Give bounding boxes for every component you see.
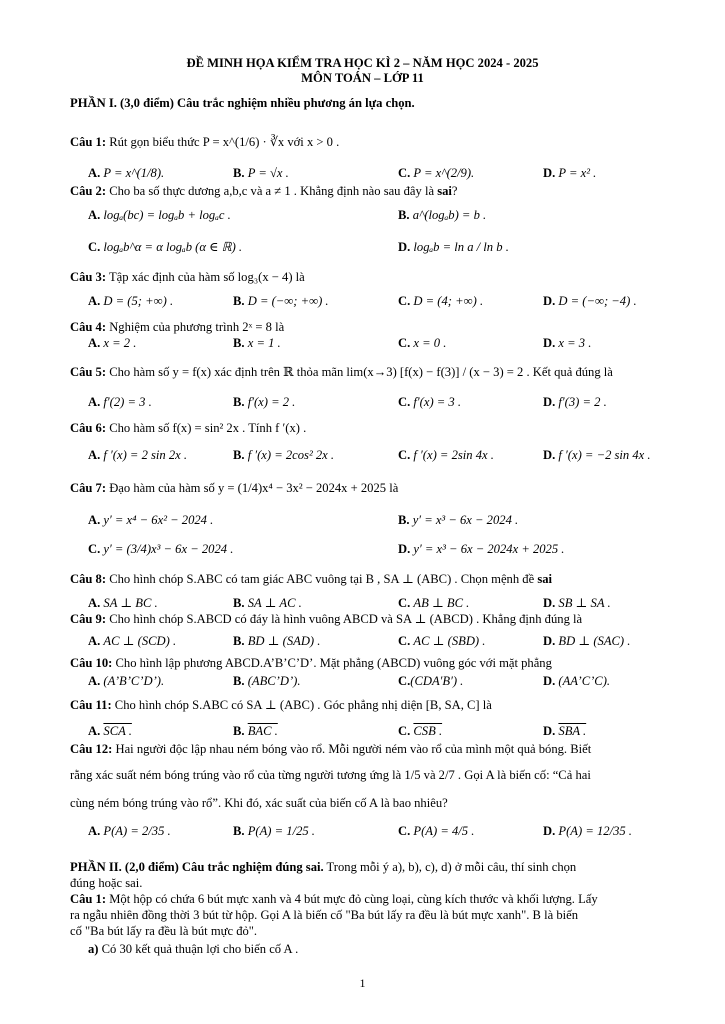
option-letter: C. bbox=[88, 542, 104, 556]
question-text: Cho hình chóp S.ABC có tam giác ABC vuông tại B , SA ⊥ (ABC) . Chọn mệnh đề bbox=[106, 572, 538, 586]
option-value: P(A) = 1/25 . bbox=[247, 824, 315, 838]
question-label: Câu 8: bbox=[70, 572, 107, 586]
option-letter: D. bbox=[543, 596, 559, 610]
option-letter: C. bbox=[398, 336, 414, 350]
part2-heading-line2: đúng hoặc sai. bbox=[70, 876, 143, 890]
q12-option-b bbox=[233, 824, 315, 839]
option-value: P = x^(1/8). bbox=[103, 166, 165, 180]
q3-option-a bbox=[88, 294, 173, 309]
q8-option-c bbox=[398, 596, 469, 611]
question-label: Câu 5: bbox=[70, 365, 107, 379]
q3-option-c bbox=[398, 294, 483, 309]
option-letter: D. bbox=[543, 634, 559, 648]
option-letter: B. bbox=[233, 824, 248, 838]
option-value: (ABC’D’). bbox=[247, 674, 301, 688]
q2-option-c bbox=[88, 240, 242, 255]
option-letter: A. bbox=[88, 824, 104, 838]
option-value: P = x² . bbox=[558, 166, 597, 180]
option-value: P(A) = 12/35 . bbox=[558, 824, 632, 838]
q2-option-b bbox=[398, 208, 486, 223]
q5-option-d bbox=[543, 395, 607, 410]
option-value: D = (−∞; +∞) . bbox=[247, 294, 329, 308]
question-text-end: ? bbox=[451, 184, 458, 198]
q6-option-c bbox=[398, 448, 494, 463]
option-value: x = 3 . bbox=[558, 336, 592, 350]
question-5 bbox=[70, 365, 613, 380]
option-value: SB ⊥ SA . bbox=[558, 596, 611, 610]
option-letter: C. bbox=[88, 240, 104, 254]
option-letter: A. bbox=[88, 674, 104, 688]
option-value: f ′(x) = 2 sin 2x . bbox=[103, 448, 188, 462]
option-value: f ′(x) = 2cos² 2x . bbox=[247, 448, 335, 462]
statement-label: a) bbox=[88, 942, 99, 956]
exam-title: ĐỀ MINH HỌA KIỂM TRA HỌC KÌ 2 – NĂM HỌC 2024 - 2025 bbox=[186, 56, 539, 70]
question-text: Đạo hàm của hàm số y = (1/4)x⁴ − 3x² − 2024x + 2025 là bbox=[106, 481, 399, 495]
option-value: BD ⊥ (SAC) . bbox=[558, 634, 631, 648]
question-9 bbox=[70, 612, 582, 627]
question-12 bbox=[70, 742, 591, 757]
question-label: Câu 6: bbox=[70, 421, 107, 435]
option-letter: D. bbox=[543, 674, 559, 688]
option-value: SCA . bbox=[103, 724, 132, 738]
option-letter: B. bbox=[233, 634, 248, 648]
option-letter: B. bbox=[233, 294, 248, 308]
q7-option-c bbox=[88, 542, 233, 557]
q1-option-c bbox=[398, 166, 474, 181]
option-letter: D. bbox=[398, 542, 414, 556]
option-letter: B. bbox=[233, 448, 248, 462]
part2-statement-a bbox=[88, 942, 298, 957]
q10-option-c bbox=[398, 674, 463, 689]
question-11 bbox=[70, 698, 492, 713]
page-number: 1 bbox=[359, 976, 366, 990]
option-letter: C. bbox=[398, 395, 414, 409]
option-letter: A. bbox=[88, 596, 104, 610]
q6-option-b bbox=[233, 448, 334, 463]
question-label: Câu 1: bbox=[70, 892, 107, 906]
q5-option-a bbox=[88, 395, 152, 410]
question-3 bbox=[70, 270, 305, 285]
option-letter: A. bbox=[88, 513, 104, 527]
question-text: Cho hàm số f(x) = sin² 2x . Tính f ′(x) . bbox=[106, 421, 307, 435]
option-value: BD ⊥ (SAD) . bbox=[247, 634, 321, 648]
option-letter: D. bbox=[543, 395, 559, 409]
option-value: SA ⊥ BC . bbox=[103, 596, 158, 610]
question-7 bbox=[70, 481, 398, 496]
q11-option-c bbox=[398, 724, 442, 739]
option-letter: C. bbox=[398, 634, 414, 648]
option-letter: D. bbox=[543, 294, 559, 308]
option-value: D = (−∞; −4) . bbox=[558, 294, 637, 308]
question-text: Cho hình chóp S.ABCD có đáy là hình vuông ABCD và SA ⊥ (ABCD) . Khẳng định đúng là bbox=[106, 612, 583, 626]
q12-option-c bbox=[398, 824, 474, 839]
option-letter: B. bbox=[233, 395, 248, 409]
question-label: Câu 10: bbox=[70, 656, 113, 670]
q7-option-d bbox=[398, 542, 564, 557]
option-value: CSB . bbox=[413, 724, 443, 738]
q2-option-a bbox=[88, 208, 231, 223]
option-letter: D. bbox=[543, 166, 559, 180]
option-letter: A. bbox=[88, 336, 104, 350]
q8-option-b bbox=[233, 596, 302, 611]
question-4 bbox=[70, 320, 284, 335]
question-label: Câu 7: bbox=[70, 481, 107, 495]
option-value: f ′(x) = −2 sin 4x . bbox=[558, 448, 651, 462]
option-value: P = x^(2/9). bbox=[413, 166, 475, 180]
part2-question-1-line2: ra ngẫu nhiên đồng thời 3 bút từ hộp. Gọi A là biến cố "Ba bút lấy ra đều là bút mực xanh". B là biến bbox=[70, 908, 579, 922]
q10-option-d bbox=[543, 674, 610, 689]
option-letter: B. bbox=[233, 724, 248, 738]
option-value: y′ = x³ − 6x − 2024 . bbox=[412, 513, 519, 527]
q12-option-d bbox=[543, 824, 632, 839]
option-letter: A. bbox=[88, 724, 104, 738]
question-10 bbox=[70, 656, 552, 671]
exam-subject: MÔN TOÁN – LỚP 11 bbox=[301, 71, 424, 85]
question-12-line3: cùng ném bóng trúng vào rổ”. Khi đó, xác suất của biến cố A là bao nhiêu? bbox=[70, 796, 448, 810]
option-value: P(A) = 2/35 . bbox=[103, 824, 171, 838]
q9-option-b bbox=[233, 634, 320, 649]
q8-option-a bbox=[88, 596, 158, 611]
question-8 bbox=[70, 572, 552, 587]
question-text: Cho hình chóp S.ABC có SA ⊥ (ABC) . Góc phẳng nhị diện [B, SA, C] là bbox=[111, 698, 492, 712]
option-value: P(A) = 4/5 . bbox=[413, 824, 475, 838]
option-letter: B. bbox=[398, 513, 413, 527]
option-value: f′(x) = 3 . bbox=[413, 395, 462, 409]
question-text: Nghiệm của phương trình 2ˣ = 8 là bbox=[106, 320, 285, 334]
option-letter: B. bbox=[233, 336, 248, 350]
option-value: SBA . bbox=[558, 724, 587, 738]
q6-option-d bbox=[543, 448, 651, 463]
option-value: logₐ(bc) = logₐb + logₐc . bbox=[103, 208, 231, 222]
q11-option-d bbox=[543, 724, 586, 739]
question-label: Câu 11: bbox=[70, 698, 112, 712]
question-6 bbox=[70, 421, 306, 436]
q10-option-a bbox=[88, 674, 164, 689]
q4-option-b bbox=[233, 336, 281, 351]
option-value: P = √x . bbox=[247, 166, 289, 180]
question-1 bbox=[70, 135, 339, 150]
part2-heading-rest: Trong mỗi ý a), b), c), d) ở mỗi câu, thí sinh chọn bbox=[323, 860, 577, 874]
q7-option-b bbox=[398, 513, 518, 528]
q1-option-a bbox=[88, 166, 164, 181]
option-letter: D. bbox=[398, 240, 414, 254]
q9-option-a bbox=[88, 634, 176, 649]
option-value: AB ⊥ BC . bbox=[413, 596, 470, 610]
option-value: BAC . bbox=[247, 724, 278, 738]
option-letter: C. bbox=[398, 294, 414, 308]
option-letter: C. bbox=[398, 674, 411, 688]
option-value: f′(2) = 3 . bbox=[103, 395, 152, 409]
question-text: Tập xác định của hàm số log₃(x − 4) là bbox=[106, 270, 305, 284]
option-value: a^(logₐb) = b . bbox=[412, 208, 487, 222]
q4-option-c bbox=[398, 336, 446, 351]
option-value: f ′(x) = 2sin 4x . bbox=[413, 448, 494, 462]
question-text: Hai người độc lập nhau ném bóng vào rổ. Mỗi người ném vào rổ của mình một quả bóng. Biết bbox=[112, 742, 592, 756]
question-label: Câu 4: bbox=[70, 320, 107, 334]
statement-text: Có 30 kết quả thuận lợi cho biến cố A . bbox=[98, 942, 299, 956]
q6-option-a bbox=[88, 448, 187, 463]
option-letter: A. bbox=[88, 294, 104, 308]
question-emphasis: sai bbox=[537, 572, 553, 586]
option-letter: A. bbox=[88, 166, 104, 180]
option-value: AC ⊥ (SCD) . bbox=[103, 634, 177, 648]
q7-option-a bbox=[88, 513, 213, 528]
part2-heading bbox=[70, 860, 576, 875]
question-2 bbox=[70, 184, 458, 199]
option-letter: A. bbox=[88, 448, 104, 462]
q4-option-d bbox=[543, 336, 591, 351]
q1-option-d bbox=[543, 166, 596, 181]
q3-option-b bbox=[233, 294, 329, 309]
option-value: (A’B’C’D’). bbox=[103, 674, 165, 688]
option-value: x = 2 . bbox=[103, 336, 137, 350]
option-letter: C. bbox=[398, 448, 414, 462]
option-letter: C. bbox=[398, 166, 414, 180]
option-letter: C. bbox=[398, 724, 414, 738]
q12-option-a bbox=[88, 824, 171, 839]
option-letter: D. bbox=[543, 824, 559, 838]
option-value: x = 0 . bbox=[413, 336, 447, 350]
question-label: Câu 1: bbox=[70, 135, 107, 149]
option-letter: D. bbox=[543, 724, 559, 738]
option-value: logₐb = ln a / ln b . bbox=[413, 240, 509, 254]
option-value: x = 1 . bbox=[247, 336, 281, 350]
q2-option-d bbox=[398, 240, 509, 255]
option-letter: A. bbox=[88, 208, 104, 222]
question-text: Cho hàm số y = f(x) xác định trên ℝ thỏa mãn lim(x→3) [f(x) − f(3)] / (x − 3) = 2 . Kết quả đúng là bbox=[106, 365, 613, 379]
question-text: Một hộp có chứa 6 bút mực xanh và 4 bút mực đỏ cùng loại, cùng kích thước và khối lượng. Lấy bbox=[106, 892, 598, 906]
option-letter: B. bbox=[398, 208, 413, 222]
q3-option-d bbox=[543, 294, 637, 309]
q4-option-a bbox=[88, 336, 136, 351]
option-letter: D. bbox=[543, 448, 559, 462]
option-letter: A. bbox=[88, 395, 104, 409]
option-value: logₐb^α = α logₐb (α ∈ ℝ) . bbox=[103, 240, 243, 254]
option-value: f′(x) = 2 . bbox=[247, 395, 296, 409]
option-value: (AA’C’C). bbox=[558, 674, 611, 688]
option-letter: C. bbox=[398, 596, 414, 610]
q5-option-c bbox=[398, 395, 461, 410]
part2-question-1 bbox=[70, 892, 598, 907]
option-value: SA ⊥ AC . bbox=[247, 596, 302, 610]
option-value: f′(3) = 2 . bbox=[558, 395, 607, 409]
option-letter: B. bbox=[233, 596, 248, 610]
part1-heading: PHẦN I. (3,0 điểm) Câu trắc nghiệm nhiều phương án lựa chọn. bbox=[70, 96, 415, 110]
question-text: Cho ba số thực dương a,b,c và a ≠ 1 . Khẳng định nào sau đây là bbox=[106, 184, 438, 198]
option-letter: B. bbox=[233, 674, 248, 688]
option-letter: D. bbox=[543, 336, 559, 350]
option-value: AC ⊥ (SBD) . bbox=[413, 634, 486, 648]
part2-heading-bold: PHẦN II. (2,0 điểm) Câu trắc nghiệm đúng sai. bbox=[70, 860, 324, 874]
question-label: Câu 9: bbox=[70, 612, 107, 626]
question-label: Câu 12: bbox=[70, 742, 113, 756]
q10-option-b bbox=[233, 674, 301, 689]
q9-option-c bbox=[398, 634, 485, 649]
q11-option-a bbox=[88, 724, 132, 739]
option-value: D = (4; +∞) . bbox=[413, 294, 484, 308]
option-value: y′ = (3/4)x³ − 6x − 2024 . bbox=[103, 542, 234, 556]
question-text: Cho hình lập phương ABCD.A’B’C’D’. Mặt phẳng (ABCD) vuông góc với mặt phẳng bbox=[112, 656, 552, 670]
q1-option-b bbox=[233, 166, 289, 181]
option-letter: B. bbox=[233, 166, 248, 180]
q9-option-d bbox=[543, 634, 630, 649]
q5-option-b bbox=[233, 395, 295, 410]
option-value: y′ = x⁴ − 6x² − 2024 . bbox=[103, 513, 214, 527]
question-emphasis: sai bbox=[437, 184, 452, 198]
option-value: D = (5; +∞) . bbox=[103, 294, 174, 308]
option-letter: C. bbox=[398, 824, 414, 838]
question-12-line2: rằng xác suất ném bóng trúng vào rổ của từng người tương ứng là 1/5 và 2/7 . Gọi A là biến cố: “Cả hai bbox=[70, 768, 591, 782]
question-label: Câu 2: bbox=[70, 184, 107, 198]
q11-option-b bbox=[233, 724, 278, 739]
part2-question-1-line3: cố "Ba bút lấy ra đều là bút mực đỏ". bbox=[70, 924, 258, 938]
question-text: Rút gọn biểu thức P = x^(1/6) · ∛x với x > 0 . bbox=[106, 135, 340, 149]
option-value: y′ = x³ − 6x − 2024x + 2025 . bbox=[413, 542, 565, 556]
option-value: (CDA′B′) . bbox=[410, 674, 464, 688]
q8-option-d bbox=[543, 596, 611, 611]
question-label: Câu 3: bbox=[70, 270, 107, 284]
option-letter: A. bbox=[88, 634, 104, 648]
